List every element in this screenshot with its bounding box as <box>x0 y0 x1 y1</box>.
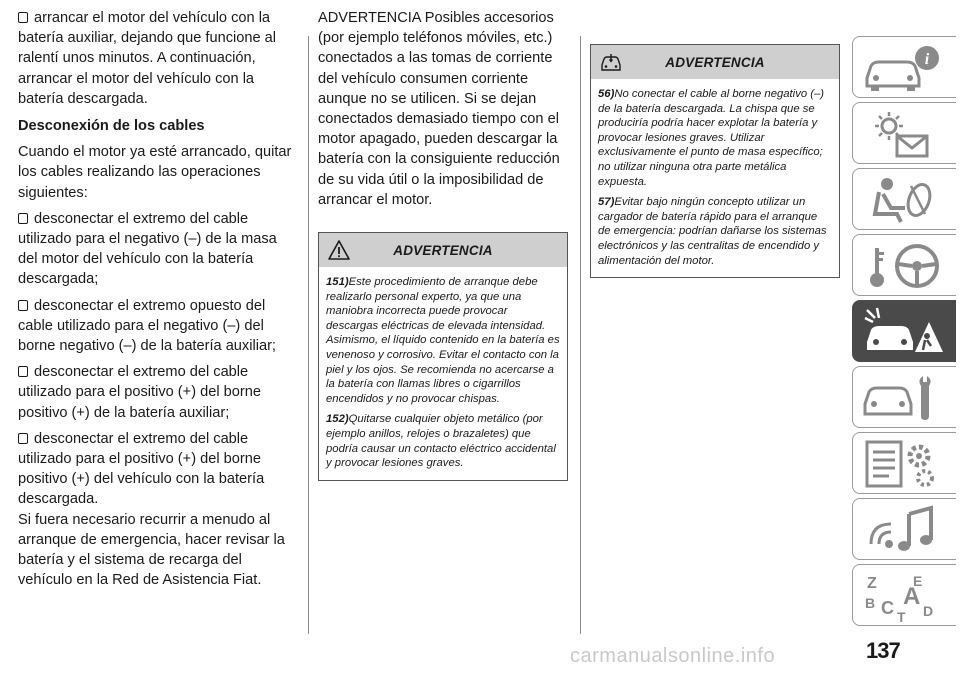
paragraph-closing: Si fuera necesario recurrir a menudo al arranque de emergencia, hacer revisar la batería y el sistema de recarga del vehículo en la Red de Asistencia Fiat. <box>18 511 285 589</box>
checkbox-bullet-icon <box>18 433 28 444</box>
warning-body <box>319 267 567 480</box>
warning-header <box>319 233 567 267</box>
warning-item: 152)Quitarse cualquier objeto metálico (por ejemplo anillos, relojes o brazaletes) que podría causar un contacto eléctrico accidental y provocar lesiones graves. <box>326 413 556 470</box>
tab-instruments[interactable] <box>852 102 956 164</box>
tab-emergency[interactable] <box>852 300 956 362</box>
checkbox-bullet-icon <box>18 366 28 377</box>
warning-header <box>591 45 839 79</box>
key-steering-wheel-icon <box>861 240 947 292</box>
warning-lights-icon <box>861 108 947 160</box>
car-info-icon <box>861 42 947 94</box>
page-number: 137 <box>866 638 900 663</box>
bullet-item-3: desconectar el extremo del cable utilizado para el positivo (+) del borne positivo (+) de la batería auxiliar; <box>18 364 261 421</box>
tab-knowing-the-car[interactable] <box>852 36 956 98</box>
column-divider <box>308 36 309 634</box>
svg-text:E: E <box>913 573 923 589</box>
alphabetical-index-icon <box>861 570 947 622</box>
column-2 <box>318 8 570 210</box>
seat-airbag-icon <box>861 174 947 226</box>
svg-text:T: T <box>897 609 906 622</box>
warning-item: 56)No conectar el cable al borne negativo (–) de la batería descargada. La chispa que se produciría podría hacer explotar la batería y provocar lesiones graves. Utilizar exclusivamente el punto de masa específico; no utilizar ninguna otra parte metálica expuesta. <box>598 88 825 188</box>
car-maintenance-icon <box>861 372 947 424</box>
section-heading: Desconexión de los cables <box>18 118 205 135</box>
paragraph-intro: arrancar el motor del vehículo con la batería auxiliar, dejando que funcione al ralentí unos minutos. A continuación, arrancar el motor del vehículo con la batería descargada. <box>18 10 277 107</box>
car-emergency-icon <box>861 306 947 358</box>
tab-technical-data[interactable] <box>852 432 956 494</box>
checkbox-bullet-icon <box>18 300 28 311</box>
warning-box-1 <box>318 232 568 481</box>
warning-item: 151)Este procedimiento de arranque debe realizarlo personal experto, ya que una maniobra incorrecta puede provocar descargas eléctricas de elevada intensidad. Asimismo, el líquido contenido en la batería es venenoso y corrosivo. Evitar el contacto con la piel y los ojos. Se recomienda no acercarse a la batería con llamas libres o cigarrillos encendidos y no provocar chispas. <box>326 276 560 405</box>
tab-alphabetical-index[interactable] <box>852 564 956 626</box>
watermark: carmanualsonline.info <box>570 645 776 667</box>
warning-body <box>591 79 839 277</box>
bullet-item-4: desconectar el extremo del cable utilizado para el positivo (+) del borne positivo (+) del vehículo con la batería descargada. <box>18 430 265 508</box>
warning-title: ADVERTENCIA <box>665 54 765 70</box>
car-battery-warning-icon <box>599 51 623 73</box>
paragraph-instructions: Cuando el motor ya esté arrancado, quitar los cables realizando las operaciones siguientes: <box>18 144 292 201</box>
svg-text:C: C <box>881 598 894 618</box>
svg-text:i: i <box>924 51 930 68</box>
paragraph-accessories-warning: ADVERTENCIA Posibles accesorios (por ejemplo teléfonos móviles, etc.) conectados a las tomas de corriente del vehículo consumen corriente aunque no se utilicen. Si se dejan conectados demasiado tiempo con el motor apagado, pueden descargar la batería con la consiguiente reducción de su vida útil o la imposibilidad de arrancar el motor. <box>318 10 560 208</box>
warning-triangle-icon <box>327 239 351 261</box>
column-1 <box>18 8 294 590</box>
tab-starting-driving[interactable] <box>852 234 956 296</box>
bullet-item-2: desconectar el extremo opuesto del cable utilizado para el negativo (–) del borne negativo (–) de la batería auxiliar; <box>18 297 276 355</box>
warning-item: 57)Evitar bajo ningún concepto utilizar un cargador de batería rápido para el arranque de emergencia: podrían dañarse los sistemas electrónicos y las centralitas de encendido y alimentación del motor. <box>598 196 827 267</box>
svg-text:A: A <box>903 583 921 610</box>
svg-text:D: D <box>923 603 934 619</box>
column-divider <box>580 36 581 634</box>
warning-title: ADVERTENCIA <box>393 242 493 258</box>
multimedia-icon <box>861 504 947 556</box>
tab-multimedia[interactable] <box>852 498 956 560</box>
checkbox-bullet-icon <box>18 12 28 23</box>
tab-maintenance[interactable] <box>852 366 956 428</box>
svg-text:B: B <box>865 595 876 611</box>
tab-safety[interactable] <box>852 168 956 230</box>
technical-data-icon <box>861 438 947 490</box>
bullet-item-1: desconectar el extremo del cable utilizado para el negativo (–) de la masa del motor del vehículo con la batería descargada; <box>18 210 277 288</box>
warning-box-2 <box>590 44 840 278</box>
svg-text:Z: Z <box>867 575 877 592</box>
checkbox-bullet-icon <box>18 213 28 224</box>
